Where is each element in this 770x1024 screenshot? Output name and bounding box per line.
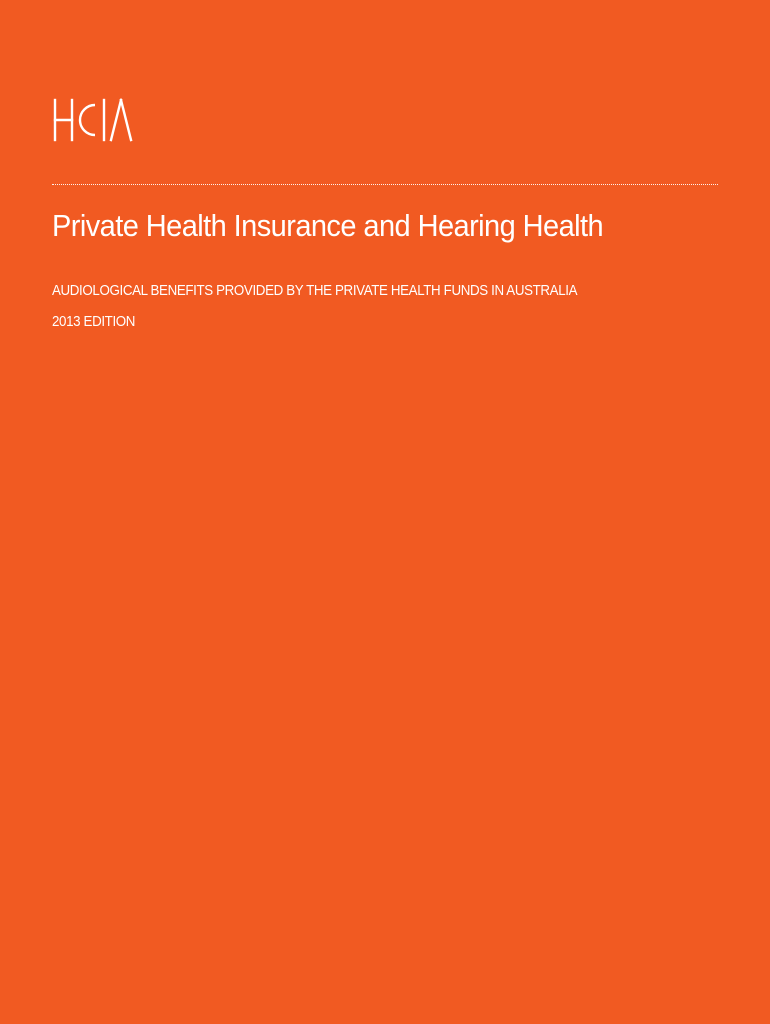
hcia-logo: [53, 96, 133, 144]
document-title: Private Health Insurance and Hearing Health: [52, 208, 604, 243]
dotted-divider: [52, 184, 718, 185]
edition-label: 2013 EDITION: [52, 314, 136, 330]
document-subtitle: AUDIOLOGICAL BENEFITS PROVIDED BY THE PRIVATE HEALTH FUNDS IN AUSTRALIA: [52, 283, 578, 299]
